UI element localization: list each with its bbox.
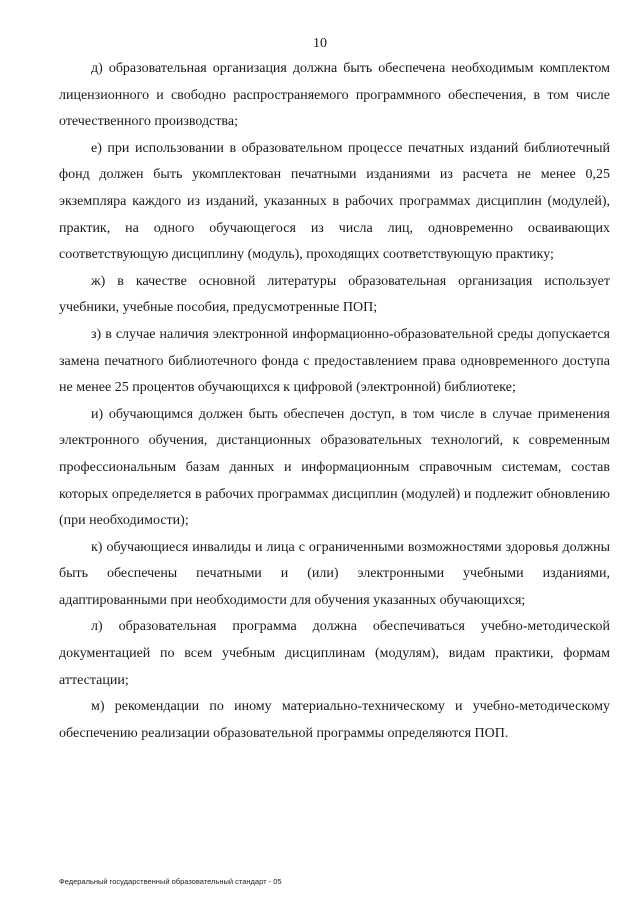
page-number: 10 [313,36,327,51]
paragraph-l: л) образовательная программа должна обеспечиваться учебно-методической документацией по всем учебным дисциплинам (модулям), видам практики, формам аттестации; [59,619,610,688]
paragraph-zh: ж) в качестве основной литературы образовательная организация использует учебники, учебные пособия, предусмотренные ПОП; [59,273,610,316]
page-footer: Федеральный государственный образовательный стандарт - 05 [59,877,282,886]
paragraph-m: м) рекомендации по иному материально-техническому и учебно-методическому обеспечению реализации образовательной программы определяются ПОП. [59,699,610,741]
paragraph-i: и) обучающимся должен быть обеспечен доступ, в том числе в случае применения электронного обучения, дистанционных образовательных технологий, к современным профессиональным базам данных и информационным справочным системам, состав которых определяется в рабочих программах дисциплин (модулей) и подлежит обновлению (при необходимости); [59,406,610,529]
paragraph-k: к) обучающиеся инвалиды и лица с ограниченными возможностями здоровья должны быть обеспечены печатными и (или) электронными учебными изданиями, адаптированными при необходимости для обучения указанных обучающихся; [59,539,610,608]
paragraph-d: д) образовательная организация должна быть обеспечена необходимым комплектом лицензионного и свободно распространяемого программного обеспечения, в том числе отечественного производства; [59,61,610,130]
document-body [59,56,610,747]
paragraph-e: е) при использовании в образовательном процессе печатных изданий библиотечный фонд должен быть укомплектован печатными изданиями из расчета не менее 0,25 экземпляра каждого из изданий, указанных в рабочих программах дисциплин (модулей), практик, на одного обучающегося из числа лиц, одновременно осваивающих соответствующую дисциплину (модуль), проходящих соответствующую практику; [59,140,610,263]
paragraph-z: з) в случае наличия электронной информационно-образовательной среды допускается замена печатного библиотечного фонда с предоставлением права одновременного доступа не менее 25 процентов обучающихся к цифровой (электронной) библиотеке; [59,326,610,396]
